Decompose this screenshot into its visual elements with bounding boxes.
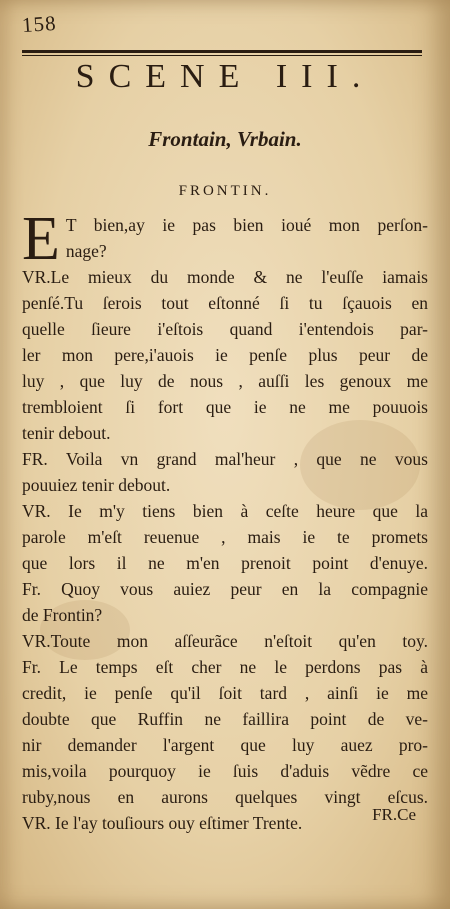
text-line: VR. Ie m'y tiens bien à ceſte heure que la — [22, 501, 428, 521]
text-line: nage? — [65, 241, 107, 261]
text-line: VR. Ie l'ay touſiours ouy eſtimer Trente. — [22, 813, 303, 833]
text-line: Fr. Le temps eſt cher ne le perdons pas à — [22, 657, 428, 677]
text-line: mis,voila pourquoy ie ſuis d'aduis vẽdre ce — [22, 761, 428, 781]
scene-title: SCENE III. — [75, 58, 375, 95]
text-line: trembloient ſi fort que ie ne me pouuois — [22, 397, 428, 417]
text-line: parole m'eſt reuenue , mais ie te promets — [22, 527, 428, 547]
scene-characters: Frontain, Vrbain. — [148, 127, 302, 151]
text-line: Fr. Quoy vous auiez peur en la compagnie — [22, 579, 428, 599]
text-line: que lors il ne m'en prenoit point d'enuye. — [22, 553, 428, 573]
header-rule — [22, 50, 422, 56]
speaker-heading: FRONTIN. — [178, 183, 272, 199]
text-line: tenir debout. — [22, 423, 111, 443]
page-number: 158 — [21, 10, 58, 38]
text-line: pouuiez tenir debout. — [22, 475, 171, 495]
text-line: ler mon pere,i'auois ie penſe plus peur de — [22, 345, 428, 365]
catchword: FR.Ce — [372, 805, 416, 824]
text-line: VR.Le mieux du monde & ne l'euſſe iamais — [22, 267, 428, 287]
text-line: VR.Toute mon aſſeurãce n'eſtoit qu'en toy. — [22, 631, 428, 651]
text-line: penſé.Tu ſerois tout eſtonné ſi tu ſçauois en — [22, 293, 428, 313]
text-line: doubte que Ruffin ne faillira point de ve- — [22, 709, 428, 729]
text-line: ruby,nous en aurons quelques vingt eſcus. — [22, 787, 428, 807]
text-line: T bien,ay ie pas bien ioué mon perſon- — [65, 215, 428, 235]
text-line: quelle ſieure i'eſtois quand i'entendois par- — [22, 319, 428, 339]
text-line: nir demander l'argent que luy auez pro- — [22, 735, 428, 755]
text-line: credit, ie penſe qu'il ſoit tard , ainſi ie me — [22, 683, 428, 703]
drop-cap: E — [22, 205, 60, 273]
text-line: luy , que luy de nous , auſſi les genoux me — [22, 371, 428, 391]
text-line: FR. Voila vn grand mal'heur , que ne vous — [22, 449, 428, 469]
text-line: de Frontin? — [22, 605, 103, 625]
dialogue-text — [22, 205, 428, 836]
